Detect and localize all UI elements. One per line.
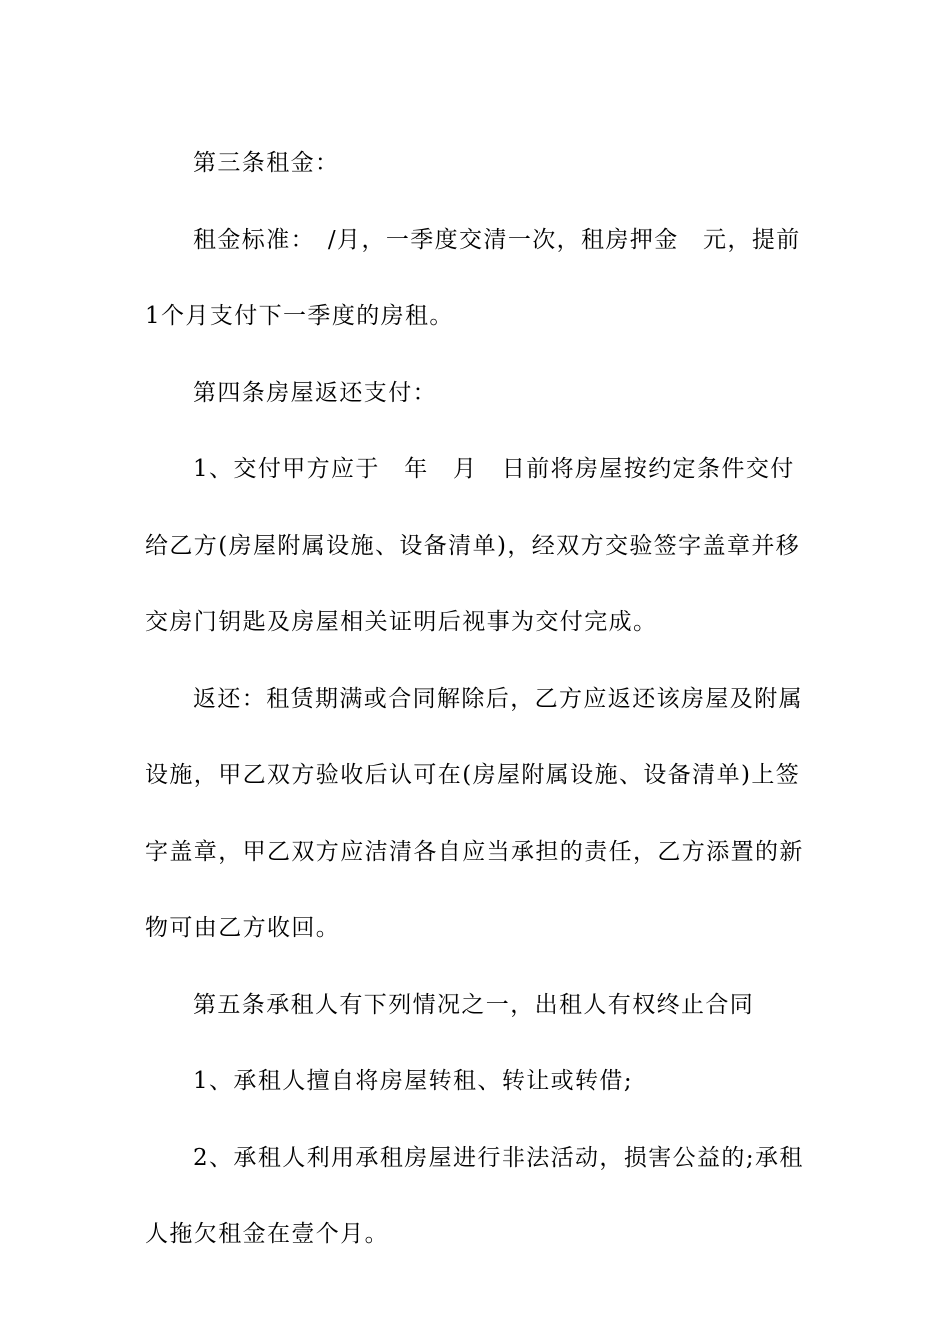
- document-body: [145, 125, 810, 1273]
- rent-standard-paragraph: 租金标准： /月，一季度交清一次，租房押金 元，提前1个月支付下一季度的房租。: [145, 226, 801, 329]
- termination-item-2: 2、承租人利用承租房屋进行非法活动，损害公益的;承租人拖欠租金在壹个月。: [145, 1144, 804, 1247]
- termination-item-1: 1、承租人擅自将房屋转租、转让或转借;: [193, 1068, 633, 1094]
- article-4-heading: 第四条房屋返还支付：: [193, 379, 437, 406]
- return-clause-paragraph: 返还：租赁期满或合同解除后，乙方应返还该房屋及附属设施，甲乙双方验收后认可在(房屋附属设施、设备清单)上签字盖章，甲乙双方应洁清各自应当承担的责任，乙方添置的新物可由乙方收回。: [145, 685, 804, 941]
- article-3-heading: 第三条租金：: [193, 150, 340, 176]
- article-5-heading: 第五条承租人有下列情况之一，出租人有权终止合同: [193, 991, 755, 1018]
- delivery-clause-paragraph: 1、交付甲方应于 年 月 日前将房屋按约定条件交付给乙方(房屋附属设施、设备清单)，经双方交验签字盖章并移交房门钥匙及房屋相关证明后视事为交付完成。: [145, 456, 801, 635]
